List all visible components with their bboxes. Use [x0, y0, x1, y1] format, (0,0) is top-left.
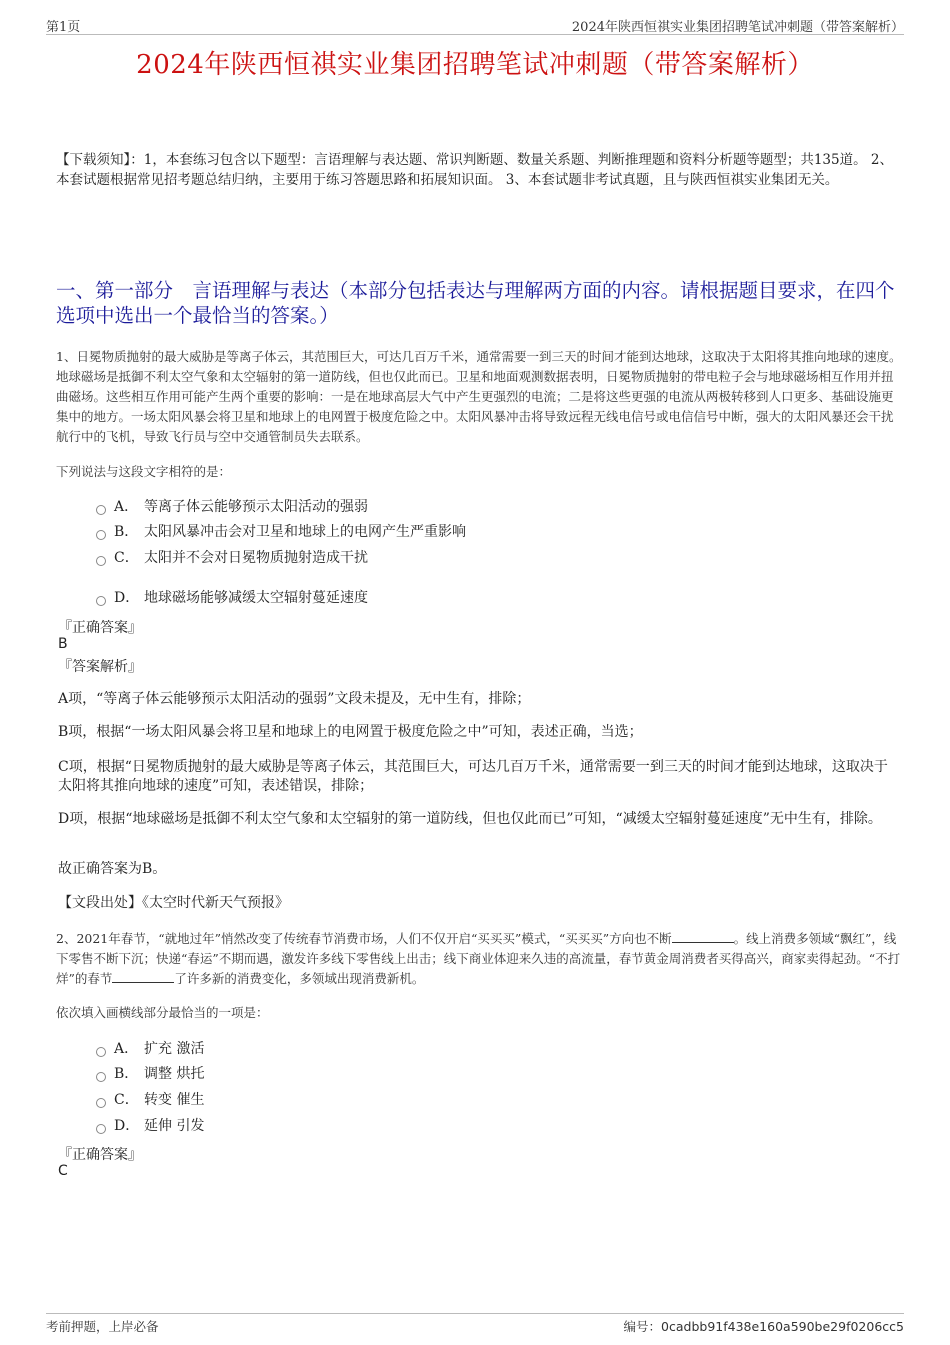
- q2-option-a[interactable]: A． 扩充 激活: [96, 1039, 204, 1059]
- question-2-prompt: 依次填入画横线部分最恰当的一项是：: [56, 1005, 269, 1020]
- q1-answer-label: 『正确答案』: [58, 620, 142, 636]
- doc-code: 0cadbb91f438e160a590be29f0206cc5: [661, 1319, 904, 1334]
- footer-code: 编号：0cadbb91f438e160a590be29f0206cc5: [623, 1319, 904, 1334]
- q2-answer-label: 『正确答案』: [58, 1147, 142, 1163]
- header-doc-title: 2024年陕西恒祺实业集团招聘笔试冲刺题（带答案解析）: [571, 20, 904, 35]
- radio-icon[interactable]: [96, 505, 106, 515]
- q1-source: 【文段出处】《太空时代新天气预报》: [58, 895, 289, 911]
- q2-option-d[interactable]: D． 延伸 引发: [96, 1116, 204, 1136]
- q2-answer: C: [58, 1163, 68, 1179]
- page-footer: [46, 1313, 904, 1334]
- section-title: 一、第一部分 言语理解与表达（本部分包括表达与理解两方面的内容。请根据题目要求，在四个选项中选出一个最恰当的答案。）: [56, 279, 895, 327]
- fill-blank-1[interactable]: [672, 930, 734, 943]
- radio-icon[interactable]: [96, 1098, 106, 1108]
- page-title: 2024年陕西恒祺实业集团招聘笔试冲刺题（带答案解析）: [136, 50, 814, 80]
- q1-analysis-a: A项，“等离子体云能够预示太阳活动的强弱”文段未提及，无中生有，排除；: [58, 691, 531, 707]
- q1-option-b[interactable]: B． 太阳风暴冲击会对卫星和地球上的电网产生严重影响: [96, 522, 466, 542]
- question-1-prompt: 下列说法与这段文字相符的是：: [56, 464, 232, 479]
- page-number: 第1页: [46, 20, 81, 35]
- page-header: [46, 14, 904, 35]
- q1-analysis-label: 『答案解析』: [58, 659, 142, 675]
- q1-option-d[interactable]: D． 地球磁场能够减缓太空辐射蔓延速度: [96, 588, 368, 608]
- q1-answer: B: [58, 636, 68, 652]
- radio-icon[interactable]: [96, 1047, 106, 1057]
- q2-option-c[interactable]: C． 转变 催生: [96, 1090, 204, 1110]
- radio-icon[interactable]: [96, 556, 106, 566]
- q1-option-c[interactable]: C． 太阳并不会对日冕物质抛射造成干扰: [96, 548, 368, 568]
- radio-icon[interactable]: [96, 530, 106, 540]
- radio-icon[interactable]: [96, 596, 106, 606]
- q1-option-a[interactable]: A． 等离子体云能够预示太阳活动的强弱: [96, 497, 368, 517]
- radio-icon[interactable]: [96, 1072, 106, 1082]
- q2-option-b[interactable]: B． 调整 烘托: [96, 1064, 204, 1084]
- q1-conclusion: 故正确答案为B。: [58, 861, 167, 877]
- download-notice: 【下载须知】：1，本套练习包含以下题型：言语理解与表达题、常识判断题、数量关系题、判断推理题和资料分析题等题型；共135道。 2、本套试题根据常见招考题总结归纳，主要用于练习答题思路和拓展知识面。 3、本套试题非考试真题，且与陕西恒祺实业集团无关。: [56, 152, 893, 188]
- q1-analysis-b: B项，根据“一场太阳风暴会将卫星和地球上的电网置于极度危险之中”可知，表述正确，当选；: [58, 724, 643, 740]
- question-2-text: 2、2021年春节，“就地过年”悄然改变了传统春节消费市场，人们不仅开启“买买买”模式，“买买买”方向也不断 。线上消费多领域“飘红”，线下零售不断下沉；快递“春运”不期而遇，激发许多线下零售线上出击；线下商业体迎来久违的高流量，春节黄金周消费者买得高兴，商家卖得起劲。“不打烊”的春节 了许多新的消费变化，多领域出现消费新机。: [56, 931, 901, 986]
- footer-slogan: 考前押题，上岸必备: [46, 1319, 159, 1334]
- q1-analysis-c: C项，根据“日冕物质抛射的最大威胁是等离子体云，其范围巨大，可达几百万千米，通常需要一到三天的时间才能到达地球，这取决于太阳将其推向地球的速度”可知，表述错误，排除；: [58, 759, 888, 794]
- question-1-text: 1、日冕物质抛射的最大威胁是等离子体云，其范围巨大，可达几百万千米，通常需要一到三天的时间才能到达地球，这取决于太阳将其推向地球的速度。地球磁场是抵御不利太空气象和太空辐射的第一道防线，但也仅此而已。卫星和地面观测数据表明，日冕物质抛射的带电粒子会与地球磁场相互作用并扭曲磁场。这些相互作用可能产生两个重要的影响：一是在地球高层大气中产生更强烈的电流；二是将这些更强的电流从两极转移到人口更多、基础设施更集中的地方。一场太阳风暴会将卫星和地球上的电网置于极度危险之中。太阳风暴冲击将导致远程无线电信号或电信信号中断，强大的太阳风暴还会干扰航行中的飞机，导致飞行员与空中交通管制员失去联系。: [56, 349, 902, 444]
- radio-icon[interactable]: [96, 1124, 106, 1134]
- fill-blank-2[interactable]: [112, 970, 174, 983]
- q1-analysis-d: D项，根据“地球磁场是抵御不利太空气象和太空辐射的第一道防线，但也仅此而已”可知，“减缓太空辐射蔓延速度”无中生有，排除。: [58, 811, 882, 827]
